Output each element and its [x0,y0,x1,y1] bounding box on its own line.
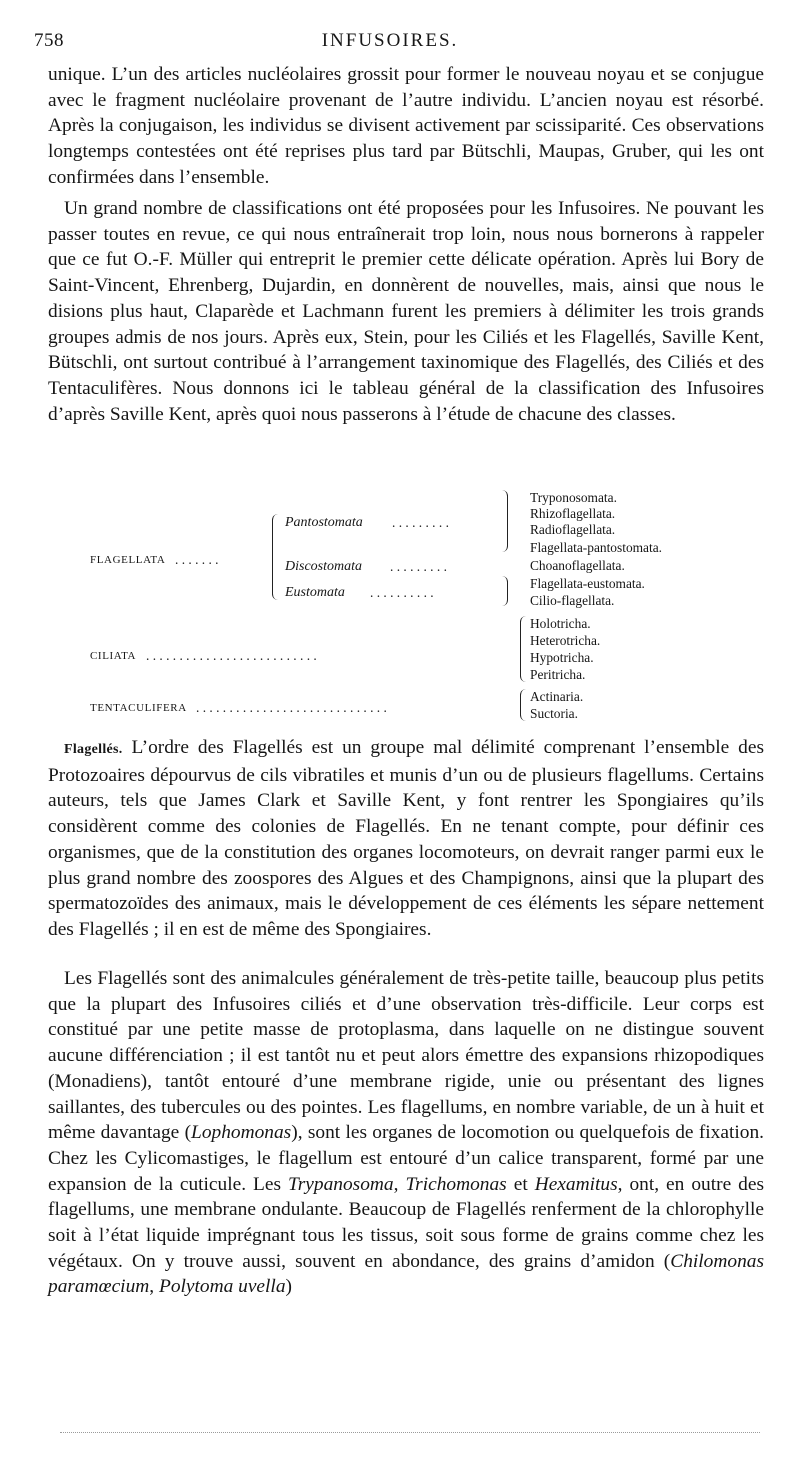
family-heterotricha: Heterotricha. [530,633,601,648]
leader-dots: . . . . . . . . . [392,515,449,530]
family-tryponosomata: Tryponosomata. [530,490,617,505]
genus-lophomonas: Lophomonas [191,1122,292,1144]
brace-eustomata [502,576,508,606]
family-holotricha: Holotricha. [530,616,591,631]
group-label-flagellata: FLAGELLATA [90,554,166,566]
family-peritricha: Peritricha. [530,667,586,682]
family-hypotricha: Hypotricha. [530,650,594,665]
subgroup-label-eustomata: Eustomata [285,585,345,600]
genus-trypanosoma: Trypanosoma [288,1173,394,1195]
family-flagellata-pantostomata: Flagellata-pantostomata. [530,540,663,555]
paragraph-conjugation: unique. L’un des articles nucléolaires grossit pour former le nouveau noyau et se conjugue avec le fragment nucléolaire provenant de l’autre individu. L’ancien noyau est résorbé. Après la conjugaison, les individus se divisent activement par scissiparité. Ces observations longtemps contestées ont été reprises plus tard par Bütschli, Maupas, Gruber, qui les ont confirmées dans l’ensemble. [48,64,764,188]
family-flagellata-eustomata: Flagellata-eustomata. [530,576,645,591]
text-run: ), sont les organes de locomotion ou quelquefois de fixation. Chez les Cylicomastiges, le flagellum est entouré d’un calice transparent, formé par une expansion de la cuticule. Les [48,1122,764,1195]
running-title: INFUSOIRES. [321,30,459,51]
text-run: ) [285,1276,292,1298]
family-cilio-flagellata: Cilio-flagellata. [530,593,615,608]
text-run: , [149,1276,159,1298]
leader-dots: . . . . . . . . . . . . . . . . . . . . . . . . . . [146,648,317,663]
bottom-rule [60,1432,760,1433]
leader-dots: . . . . . . . . . [390,559,447,574]
text-run: Les Flagellés sont des animalcules généralement de très-petite taille, beaucoup plus petits que la plupart des Infusoires ciliés et d’une observation très-difficile. Leur corps est constitué par une petite masse de protoplasma, dans laquelle on ne distingue souvent aucune différenciation ; il est tantôt nu et peut alors émettre des expansions rhizopodiques (Monadiens), tantôt entouré d’une membrane rigide, unie ou présentant des lignes saillantes, des tubercules ou des pointes. Les flagellums, en nombre variable, de un à huit et même davantage ( [48,968,764,1144]
group-label-tentaculifera: TENTACULIFERA [90,702,187,714]
group-label-ciliata: CILIATA [90,650,137,662]
family-rhizoflagellata: Rhizoflagellata. [530,506,616,521]
paragraph-flagellates-definition [48,735,764,943]
paragraph-flagellates-description [48,966,764,1300]
leader-dots: . . . . . . . . . . [370,585,434,600]
family-actinaria: Actinaria. [530,689,584,704]
brace-ciliata [520,616,527,682]
text-run: , [393,1173,406,1195]
genus-trichomonas: Trichomonas [405,1173,507,1195]
family-choanoflagellata: Choanoflagellata. [530,558,625,573]
paragraph-classification-history: Un grand nombre de classifications ont été proposées pour les Infusoires. Ne pouvant les passer toutes en revue, ce qui nous entraînerait trop loin, nous nous bornerons à rappeler que ce fut O.-F. Müller qui entreprit le premier cette délicate opération. Après lui Bory de Saint-Vincent, Ehrenberg, Dujardin, en donnèrent de nouvelles, mais, ainsi que nous le disions plus haut, Claparède et Lachmann furent les premiers à délimiter les trois grands groupes admis de nos jours. Après eux, Stein, pour les Ciliés et les Flagellés, Saville Kent, Bütschli, ont surtout contribué à l’arrangement taxinomique des Flagellés, des Ciliés et des Tentaculifères. Nous donnons ici le tableau général de la classification des Infusoires d’après Saville Kent, après quoi nous passerons à l’étude de chacune des classes. [48,198,764,425]
species-polytoma: Polytoma uvella [158,1276,286,1298]
paragraph-text: L’ordre des Flagellés est un groupe mal délimité comprenant l’ensemble des Protozoaires dépourvus de cils vibratiles et munis d’un ou de plusieurs flagellums. Certains auteurs, tels que James Clark et Saville Kent, y font rentrer les Spongiaires qu’ils considèrent comme des colonies de Flagellés. En ne tenant compte, pour définir ces organismes, que de la constitution des organes locomoteurs, on devrait ranger parmi eux le plus grand nombre des zoospores des Algues et des Champignons, ainsi que la plupart des spermatozoïdes des animaux, mais le développement de ces éléments les sépare nettement des Flagellés ; il en est de même des Spongiaires. [48,737,764,940]
brace-tentaculifera [520,689,527,721]
brace-pantostomata [502,490,508,552]
subgroup-label-pantostomata: Pantostomata [285,515,363,530]
family-radioflagellata: Radioflagellata. [530,522,616,537]
page-number: 758 [34,30,64,51]
text-run: , ont, en outre des flagellums, une membrane ondulante. Beaucoup de Flagellés renferment de la chlorophylle soit à l’état liquide imprégnant tous les tissus, soit sous forme de grains comme chez les végétaux. On y trouve aussi, souvent en abondance, des grains d’amidon ( [48,1173,764,1272]
section-lead-flagelles: Flagellés. [64,742,123,757]
genus-hexamitus: Hexamitus [534,1173,618,1195]
leader-dots: . . . . . . . . . . . . . . . . . . . . . . . . . . . . . [196,700,387,715]
brace-flagellata [272,514,279,600]
family-suctoria: Suctoria. [530,706,578,721]
subgroup-label-discostomata: Discostomata [285,559,362,574]
species-chilomonas: Chilomonas paramœcium [48,1250,764,1298]
text-run: et [506,1173,535,1195]
leader-dots: . . . . . . . [175,552,219,567]
